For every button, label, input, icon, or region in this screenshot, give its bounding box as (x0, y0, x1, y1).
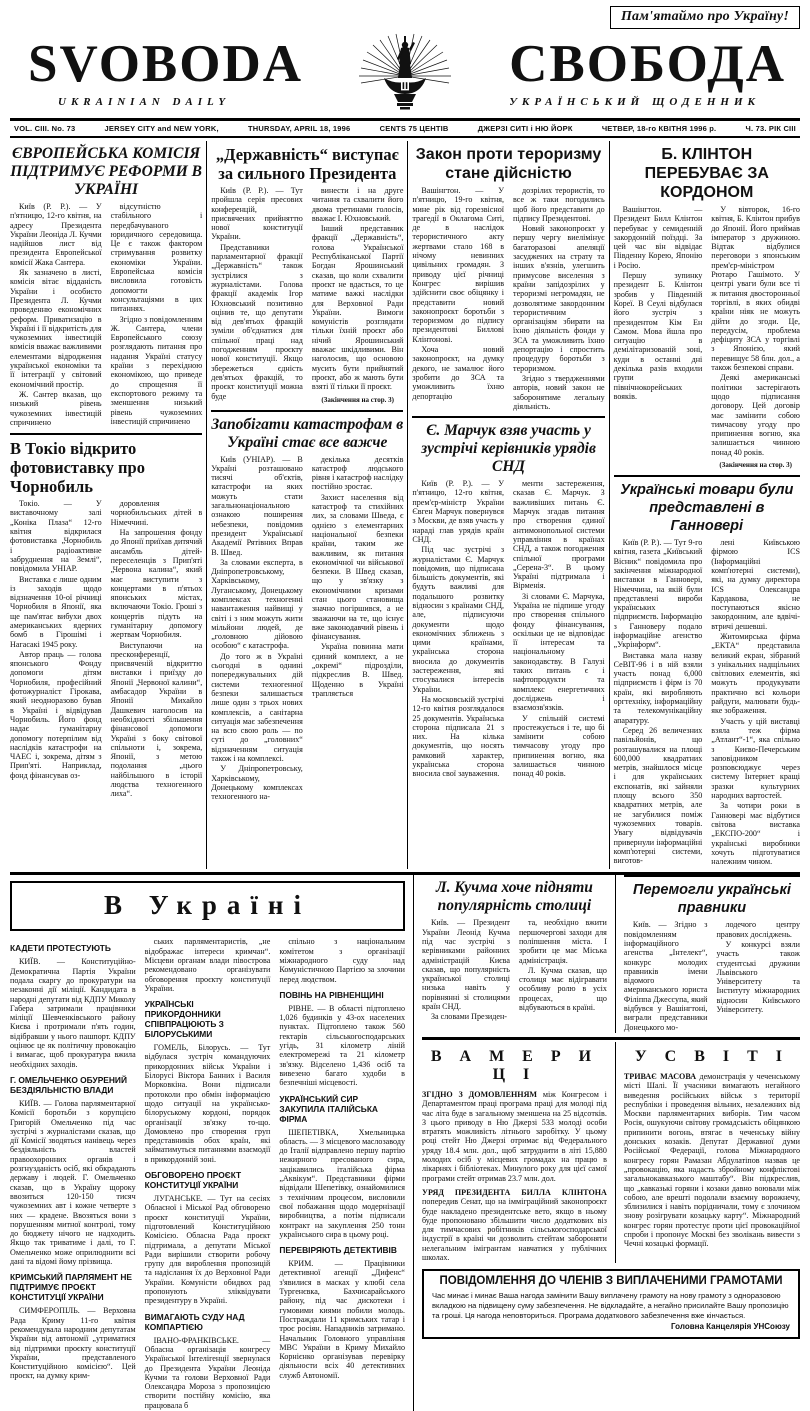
brief-lead: ТРИВАЄ МАСОВА (623, 1071, 697, 1081)
brief-body: ГОМЕЛЬ, Білорусь. — Тут відбулася зустріч командуючих прикордонних військ України і Білорусі Віктора Банних і Василя Морковкіна. Вони підписали протоколи про обмін інформацією щодо ситуації на українсько-білоруському кордоні, порядок організації зв'язку то-що. Домовлено про створення груп представників обох країн, які займатимуться питаннями взаємодії в прикордонній зоні. (144, 1043, 271, 1164)
brief-lead: УРЯД ПРЕЗИДЕНТА БИЛЛА КЛІНТОНА (422, 1187, 607, 1197)
brief-body: РІВНЕ. — В області підтоплено 1,026 будинків у 43-ох населених пунктах. Підтоплено також 560 гектарів сільськогосподарських угідь, 31 кілометр ліній електромережі та 21 кілометр зв'язку. Відселено 1,436 осіб та вивезено багато худоби в безпечніші місцевості. (279, 1003, 406, 1088)
dateline-date-en: THURSDAY, APRIL 18, 1996 (247, 124, 351, 133)
article-headline: ЄВРОПЕЙСЬКА КОМІСІЯ ПІДТРИМУЄ РЕФОРМИ В УКРАЇНІ (10, 145, 203, 198)
brief-heading: УКРАЇНСЬКІ ПРИКОРДОННИКИ СПІВПРАЦЮЮТЬ З БІЛОРУСЬКИМИ (144, 999, 224, 1040)
article-catastrophes (211, 416, 403, 805)
article-tokyo-expo (10, 439, 202, 802)
brief-heading: Г. ОМЕЛЬЧЕНКО ОБУРЕНИЙ БЕЗДІЯЛЬНІСТЮ ВЛАДИ (10, 1074, 127, 1095)
article-paragraph: За словами експерта, в Дніпропетровському, Харківському, Луганському, Донецькому комплексах техногенні навантаження найвищі у світі і з ним можуть жити мільйони людей, де „головною дійовою особою“ є катастрофа. (211, 557, 303, 651)
continued-note: (Закінчення на стор. 3) (321, 395, 394, 404)
article-clinton-abroad (614, 145, 800, 473)
masthead-title-cyrillic: СВОБОДА (509, 35, 786, 93)
brief-body: ських парляментаристів, „не відображає інтереси кримчан“. Місцеви органам влади півострова рекомендовано організувати обговорення проєкту конституції України. (144, 937, 271, 993)
article-paragraph: Україна повинна мати єдиний комплект, а не „окремі“ підрозділи, підкреслив В. Швед. Щоденно в Україні трапляється (311, 642, 404, 698)
article-paragraph: Згідно з повідомленням Ж. Сантера, члени Европейського союзу розглядають питання про надання Україні статусу країни з перехідною економікою, що приведе до спрощення її експортового режиму та зменшення низький рівень чужоземних інвестицій спричинено (110, 314, 203, 426)
brief-body: ЛУГАНСЬКЕ. — Тут на сесіях Обласної і Міської Рад обговорено проєкт конституції України, підготовлений Конституційною Комісією. Обласна Рада проєкт підтримала, а депутати Міської Ради вирішили створити робочу групу для вироблення пропозицій та надіслання їх до Верховної Ради України. Комуністи обидвох рад пропонують зліквідувати президентуру в Україні. (144, 1194, 271, 1306)
brief-heading: ОБГОВОРЕНО ПРОЄКТ КОНСТИТУЦІЇ УКРАЇНИ (144, 1170, 242, 1191)
article-paragraph: відсутністю стабільного і передбачуваного юридичного середовища. Це є також фактором стримування розвитку економіки України. Европейська комісія висловила готовість допомогти консультаціями в цих питаннях. (110, 202, 203, 314)
notice-body: Час минає і минає Ваша нагода замінити Вашу виплачену грамоту на нову грамоту з одноразовою вкладкою на підвищену суму забезпечення. Не відкладайте, а негайно присилайте Вашу пропозицію та гроші. Ця нагода неповториться. Програма додаткового забезпечення вже кінчається. (432, 1291, 789, 1320)
brief-heading: КРИМСЬКИЙ ПАРЛЯМЕНТ НЕ ПІДТРИМУЄ ПРОЄКТ КОНСТИТУЦІЇ УКРАЇНИ (10, 1272, 132, 1303)
article-paragraph: Серед 26 величезних павільйонів, що розташувалися на площі 600,000 квадратних метрів, знайшлося місце і для українських експонатів, які зайняли площу всього 350 квадратних метрів, але не загубилися поміж чужоземних товарів. Увагу відвідувачів привернули інформаційні комп'ютерні системи, виготов- (613, 725, 703, 866)
column-divider (413, 875, 414, 1411)
article-paragraph: Інший представник фракції „Державність“, голова Української Республіканської Партії Богдан Ярошинський сказав, що коли схвалити проєкт не вдасться, то це матиме важкі наслідки для Верховної Ради України. Вимоги комуністів розглядати тільки їхній проєкт або нічий Ярошинський вважає шкідливими. Він наголосив, що основою мусить бути прийнятий проєкт, або ж мають бути взяті її тільки її проєкт. (311, 224, 404, 392)
article-paragraph: та, необхідно вжити першочергові заходи для поліпшення міста. І зробити це має Міська адміністрація. (518, 918, 607, 965)
brief-body: демонстрація у чеченському місті Шалі. Її учасники вимагають негайного виведення російських військ з території республіки і проведення вільних, незалежних від Москви парляментарних виборів. Тим часом Росія, ошукуючи світову громадськість обіцянкою припинити вогонь, втягає в чеченську війну донських козаків. Депутат Державної думи Російської Федерації, голова Міжнародного конгресу горян Рамазан Абдулатіпов назвав це „провокацію, яка надасть збройному конфліктові загальнокавказького маштабу“. Він підкреслив, що „кавказькі горяни і козаки давно воювали між собою, але врешті подолали взаємну ворожнечу, зблизилися і навіть порідничали, тому є злочином знову розігрувати козацьку карту“. Міжнародний конгрес горян протестує проти цієї провокаційної спроби і пропонує Москві без зволікань вивести з Чечні козацькі формації. (623, 1071, 800, 1249)
right-lower-region (422, 875, 800, 1339)
ukraine-briefs-column-3 (279, 937, 405, 1411)
article-derzhavnist (211, 145, 403, 408)
america-brief (422, 1188, 607, 1262)
article-paragraph: Київ (Р. Р.). — Тут 9-го квітня, газета „Київський Вісник“ повідомила про закінчення міжнародної виставки в Ганновері, Німеччина, на якій були представлені вироби українських підприємств. Інформацію з Ганноверу подало інформаційне агенство „Укрінформ“. (613, 538, 703, 650)
brief-body: спільно з національним комітетом з організації міжнародного суду над Комуністичною Партією за злочини перед людством. (279, 937, 406, 984)
article-paragraph: Житомирська фірма „ЕКТА“ представила великий екран, зібраний з унікальних надщільних світлових елементів, які можуть продукувати практично всі кольори райдуги, малювати будь-яке зображення. (711, 631, 800, 716)
dateline-city-uk: ДЖЕРЗІ СИТІ і НЮ ЙОРК (477, 124, 573, 133)
article-headline: Запобігати катастрофам в Україні стає все важче (211, 415, 404, 451)
article-paragraph: Л. Кучма сказав, що столиця має відігравати особливу ролю в усіх процесах, що відбуваються в країні. (518, 965, 607, 1013)
article-lawyers (624, 875, 800, 1033)
article-headline: „Державність“ виступає за сильного Президента (215, 145, 399, 183)
column-divider (206, 141, 207, 869)
ukraine-banner (10, 881, 405, 931)
brief-heading: КАДЕТИ ПРОТЕСТУЮТЬ (10, 943, 111, 954)
article-paragraph: Участь у цій виставці взяла теж фірма „Атлант“-1“, яка спільно з Києво-Печерським заповідником розповсюджує через систему Інтернет кращі зразки культурних народних вартостей. (711, 716, 800, 801)
america-brief (422, 1090, 607, 1183)
notice-signature: Головна Канцелярія УНСоюзу (671, 1322, 790, 1332)
section-rule (10, 433, 202, 435)
brief-heading: ПЕРЕВІРЯЮТЬ ДЕТЕКТИВІВ (279, 1245, 397, 1256)
article-paragraph: Зі словами Є. Марчука, Україна не підпише угоду про створення спільного фонду фінансування, оскільки це не відповідає її інтересам та національному законодавству. В Галузі таких питань є і нафтопродукти та комплекс енергетичних досліджень і взаємозв'язків. (513, 591, 605, 713)
world-brief (624, 1072, 800, 1249)
masthead (10, 30, 800, 118)
brief-body: ШЕПЕТІВКА, Хмельницька область. — З місцевого маслозаводу до Італії відправлено першу партію нежирного пресованого сира, зацікавились італійська фірма „Аквікум“. Представники фірми відвідали Шепетівку, ознайомилися з технічним процесом, висловили свої побажання щодо модернізації виробництва, а потім підписали контракт на закуплення 250 тонн українського сира в цьому році. (279, 1127, 406, 1239)
column-a (10, 141, 202, 869)
notice-title: ПОВІДОМЛЕННЯ ДО ЧЛЕНІВ З ВИПЛАЧЕНИМИ ГРАМОТАМИ (439, 1275, 783, 1288)
article-paragraph: Київ. — Президент України Леонід Кучма під час зустрічі з керівниками районних адміністрацій Києва сказав, що популярність української столиці низька навіть у порівнянні зі столицями країн СНД. (422, 918, 510, 1012)
article-paragraph: Представники парламентарної фракції „Державність“ також зустрілися з журналістами. Голова фракції академік Ігор Юхновський позитивно оцінив те, що депутати від дев'ятьох фракцій зуміли об'єднатися для спільної праці над погодженням проєкту нової конституції. Якщо збережеться єдність дев'ятьох фракцій, то проєкт конституції можна буде (211, 242, 303, 401)
article-paragraph: Київ. — Згідно з повідомленням інформаційного агенства „Інтелект“, конкурс молодих правників імени відомого американського юриста Філіппа Джессупа, який відбувся у Вашінгтоні, виграли представники Донецького мо- (623, 920, 708, 1032)
article-headline: В Токіо відкрито фотовиставку про Чорнобиль (10, 439, 145, 497)
brief-body: попередив Сенат, що на імміграційний законопроєкт буде накладено президентське вето, якщо в ньому буде пропоновано збільшити число додаткових віз для тимчасових робітників сільськогосподарської індустрії в країні чи дозволить стейтам забороняти нелегальним імігрантам навчатися у публічних школах. (422, 1197, 607, 1263)
section-rule (614, 475, 800, 477)
article-paragraph: менти застереження, сказав Є. Марчук. З важливіших питань Є. Марчук згадав питання про створення єдиної антимонопольної системи управління в країнах СНД, а також погодження спільної програми „Серена-3“. В цьому Україні підтримала і Вірменія. (513, 479, 605, 591)
brief-heading: ВИМАГАЮТЬ СУДУ НАД КОМПАРТІЄЮ (144, 1311, 245, 1332)
article-marchuk (412, 422, 604, 782)
ukraine-briefs-column-2 (145, 937, 271, 1411)
america-section (422, 1042, 607, 1263)
article-paragraph: У спільній системі простежується і те, що бі замінити собою тимчасову угоду про припинення вогню, яка залишається чинною понад 40 років. (513, 713, 605, 779)
article-paragraph: Захист населення від катастроф та стихійних лих, за словами Шведа, є однією з елементарних національної безпеки країни, таким же важливим, як питання економічної чи військової безпеки. В Швед сказав, що у зв'язку з економічними кризами стан цього становища значно погіршився, а не зважаючи на те, що існує вже законодавчий рівень і фінансування. (311, 492, 404, 642)
article-paragraph: За словами Президен- (431, 1012, 507, 1022)
dateline-rule (10, 136, 800, 138)
article-paragraph: Виступаючи на пресконференції, присвяченій відкриттю виставки і приїзду до Японії „Червоної калини“, амбасадор України в Японії Михайло Дашкевич наголосив на необхідності збільшення фінансової допомоги Україні з боку світової спільноти і, зокрема, Японії, з метою подолання „цього найбільшого в історії людства техногенного лиха“. (110, 640, 203, 799)
article-paragraph: Згідно з твердженнями авторів, новий закон не заборонятиме легальну діяльність. (513, 373, 605, 411)
article-paragraph: Новий законопроєкт у першу чергу виелімінує багаторазові апеляції засуджених на страту та інших в'язнів, улегшить примусове виселення з країни запідозрілих у тероризмі негромадян, не дозволятиме закордонним терористичним організаціям збирати на їхню діяльність фонди у ЗСА та уможливить їхню депортацію і спростить процедуру боротьби з тероризмом. (513, 224, 605, 373)
article-paragraph: Автор праць — голова японського Фонду допомоги дітям Чорнобиля, професійний фотожурналіст Гірокава, який неодноразово бував в Україні і відвідував Чорнобиль. Його фонд надає гуманітарну допомогу потерпілим від наслідків катастрофи на ЧАЕС і, зокрема, дітям з Прип'яті. Наприклад, фонд фінансував оз- (10, 649, 102, 780)
brief-body: СИМФЕРОПІЛЬ. — Верховна Рада Криму 11-го квітня рекомендувала народним депутатам України від автономії „утриматися від підтримки проєкту конституції України, представленого Конституційною комісією“. Цей проєкт, на думку крим- (10, 1306, 136, 1381)
article-headline: Є. Марчук взяв участь у зустрічі керівників урядів СНД (421, 422, 596, 476)
brief-heading: УКРАЇНСЬКИЙ СИР ЗАКУПИЛА ІТАЛІЙСЬКА ФІРМА (279, 1093, 378, 1124)
article-paragraph: Київ (Р. Р.). — Тут пройшла серія пресових конференцій, присвячених прийняттю нової конституції України. (211, 186, 303, 242)
ukraine-briefs-column-1 (10, 937, 136, 1411)
dateline (10, 121, 800, 136)
ukraine-banner-text: В Україні (104, 890, 311, 921)
article-hannover (614, 481, 800, 869)
brief-body: між Конгресом і Департаментом праці програма праці для молоді під час літа буде в загальному зменшена на 25 відсотків. З цього приводу в Ню Джерзі 533 молоді особи втратять можливість літнього заробітку. У цьому році стейт Ню Джерзі отримає від Федерального уряду 18.4 млн. дол., щоб затруднити в літі 15,880 молодих осіб у місцевих громадах на працю в лікарнях і бібліотеках. Минулого року для цієї самої програми стейт отримав 23.7 млн. дол. (422, 1089, 607, 1183)
article-paragraph: До того ж в Україні сьогодні в однині попереджувальних дій системи техногенної безпеки залишається лише один з трьох нових комплексів, а санітарна ситуація має забезпечення на всю свою роль — по суті до „головних“ відзначенням ситуація також і на комплексі. (211, 651, 303, 764)
brief-body: КРИМ. — Працівники детективної агенції „Дифенс“ з'явилися в масках у клюбі села Тургенєвка, Бахчисарайського району, під час дискотеки і гумовими киями побили молодь. Постраждали 11 кримських татар і троє росіян. Нападників затримано. Начальник Головного управління МВС України в Криму Михайло Корнієнко організував перевірку діяльности всіх 40 детективних служб Автономії. (279, 1259, 406, 1380)
statue-emblem (350, 30, 460, 121)
section-rule (211, 410, 403, 412)
article-paragraph: На московській зустрічі 12-го квітня розглядалося 25 документів. Українська сторона підписала 21 з них. На кілька документів, що носять рамковий характер, українська сторона вносила свої зауваження. (412, 694, 505, 779)
main-article-grid (10, 141, 800, 869)
article-paragraph: декілька десятків катастроф людського рівня і катастроф наслідку постійно зростає. (311, 454, 404, 492)
masthead-subtitle-latin: UKRAINIAN DAILY (58, 96, 231, 108)
article-paragraph: доровлення чорнобильських дітей в Німеччині. (110, 499, 203, 527)
article-paragraph: дозрілих терористів, то все ж таки погодились щоб його представити до підпису Президентові. (513, 186, 605, 223)
continued-note: (Закінчення на стор. 3) (719, 461, 792, 470)
section-rule (624, 875, 800, 877)
masthead-subtitle-cyrillic: УКРАЇНСЬКИЙ ЩОДЕННИК (509, 96, 760, 108)
section-rule (412, 416, 604, 418)
world-section-title: У С В І Т І (634, 1047, 789, 1065)
column-d (614, 141, 800, 869)
article-headline: Українські товари були представлені в Ганновері (620, 482, 794, 535)
article-headline: Перемогли українські правники (633, 882, 791, 917)
article-headline: Л. Кучма хоче підняти популярність столиці (435, 879, 593, 915)
article-paragraph: Вашінгтон. — У п'ятницю, 19-го квітня, мине рік від горезвісної трагедії в Оклагома Ситі, де в наслідок терористичного акту жертвами стало 168 в нічому невинних цивільних громадян. З приводу цієї річниці Конгрес вирішив здійснити своє обіцянку і представити новий законопроєкт боротьби з тероризмом до підпису президентові Биллові Клінтонові. (412, 186, 505, 344)
article-paragraph: На запрошення фонду до Японії приїхав дитячий ансамбль дітей-переселенців з Прип'яті „Червона калина“, який має виступити з концертами в п'ятьох японських містах, включаючи Токіо. Гроші з концертів підуть на гуманітарну допомогу жертвам Чорнобиля. (110, 528, 203, 640)
dateline-volume: VOL. CIII. No. 73 (14, 124, 76, 133)
brief-body: КИЇВ. — Голова парляментарної Комісії боротьби з корупцією Григорій Омельченко під час зустрічі з журналістами сказав, що дії Комісії зводяться нанівець через бездіяльність властей правоохоронних органів і розгнузданість осіб, які обкрадають державу і людей. Г. Омельченко сказав, що в Україну щороку ввозиться 120-150 тисяч чужоземних авт і кожне четверте з них — крадене. Ввозяться вони з порушенням митної контролі, тому до бюджету нічого не надходить. Якщо так триватиме і далі, то Г. Омельченко може оприлюднити всі дані та відомі йому прізвища. (10, 1098, 136, 1267)
article-paragraph: Київ (Р. Р.). — У п'ятницю, 12-го квітня, прем'єр-міністр України Євген Марчук повернувся з Москви, де взяв участь у нараді глав урядів країн СНД. (412, 479, 505, 544)
article-paragraph: лені Київською фірмою ICS (Інформаційні комп'ютерні системи), які, на думку директора ICS Олександра Кардакова, не поступаються якісно закордонним, але вдвічі-втричі дешевші. (711, 538, 800, 631)
article-kuchma-capital (422, 875, 607, 1033)
article-paragraph: Київ (УНІАР). — В Україні розташовано тисячі об'єктів, катастрофи на яких можуть стати загальнонаціональною ознакою поширення небезпеки, повідомив президент Української Академії Рятівних Вправ В. Швед. (211, 454, 303, 557)
top-banner-row (10, 4, 800, 30)
world-section (624, 1042, 800, 1263)
article-paragraph: Першу зупинку президент Б. Клінтон зробив у Південній Кореї. В Сеулі відбулася його зустріч з президентом Кім Ен Самом. Мова йшла про ситуацію в демілітаризованій зоні, куди в останні дні декілька разів входили групи північнокорейських вояків. (613, 271, 703, 401)
article-paragraph: Хоча новий законопроєкт, на думку декого, не замалює його зробити до ЗСА та уможливить їхню депортацію (412, 345, 505, 401)
article-paragraph: Виставка мала назву СеВІТ-96 і в ній взяли участь понад 6,000 підприємств і фірм із 70 країн, які виробляють оргтехніку, інформаційну та телекомунікаційну апаратуру. (613, 650, 703, 725)
article-paragraph: У Дніпропетровську, Харківському, Донецькому комплексах техногенного на- (211, 764, 303, 802)
column-divider (615, 1042, 616, 1263)
dateline-volume-uk: Ч. 73. РІК CIII (745, 124, 796, 133)
dateline-city-en: JERSEY CITY and NEW YORK, (104, 124, 219, 133)
column-divider (609, 141, 610, 869)
brief-body: ІВАНО-ФРАНКІВСЬКЕ. — Обласна організація конгресу Української Інтелігенції звернулася до Президента України Леоніда Кучми та голови Верховної Ради Олександра Мороза з пропозицією створити постійну комісію, яка працювала б (144, 1335, 271, 1410)
column-divider (407, 141, 408, 869)
article-paragraph: Токіо. — У виставочному залі „Коніка Плаза“ 12-го квітня відкрилася фотовиставка „Чорнобиль і радіоактивне забруднення на Землі“, повідомила УНІАР. (10, 499, 102, 574)
column-c (412, 141, 604, 869)
article-paragraph: За чотири роки в Ганновері має відбутися світова виставка „ЕКСПО-200“ і українські виробники хочуть підготуватися належним чином. (711, 801, 800, 867)
america-section-title: В А М Е Р И Ц І (430, 1047, 599, 1083)
article-paragraph: Київ (Р. Р.). — У п'ятницю, 12-го квітня, на адресу Президента України Леоніда Л. Кучми надійшов лист від президента Европейської комісії Жака Сантера. (10, 202, 102, 267)
unsoyuz-notice-box (422, 1269, 800, 1339)
article-paragraph: У вівторок, 16-го квітня, Б. Клінтон прибув до Японії. Його приймав імператор з дружиною. Відтак відбулися переговори з японським прем'єр-міністром Рютаро Гашімото. У центрі уваги були все ті ж питання двосторонньої торгівлі, в яких обидві країни ніяк не можуть дійти до згоди. Це, передусім, проблема дефіциту ЗСА у торгівлі з Японією, який перевищує 58 блн. дол., а також безпекові справи. (711, 205, 800, 373)
column-divider (615, 875, 616, 1033)
ukraine-section (10, 875, 405, 1411)
article-paragraph: Виставка є лише одним із заходів щодо відзначення 10-ої річниці Чорнобиля в Японії, яка ще пам'ятає вибухи двох американських ядерних бомб в Гірошімі і Нагасакі 1945 року. (10, 574, 102, 649)
brief-body: КИЇВ. — Конституційно-Демократична Партія України подала скаргу до прокуратури на незаконні дії міліції. Кандидата в народні депутати від КДПУ Миколу Габера затримали працівники міліції Шевченківського району Києва і протримали п'ять годин, відібравши у нього пашпорт. КДПУ оцінює це як політичну провокацію і вимагає, щоб прокуратура вжила необхідних заходів. (10, 957, 136, 1069)
dateline-date-uk: ЧЕТВЕР, 18-го КВІТНЯ 1996 р. (601, 124, 717, 133)
article-headline: Закон проти тероризму стане дійсністю (415, 146, 602, 182)
article-headline: Б. КЛІНТОН ПЕРЕБУВАЄ ЗА КОРДОНОМ (644, 146, 769, 201)
briefs-sections-rule (422, 1037, 800, 1040)
article-antiterror (412, 145, 604, 414)
article-paragraph: Вашінгтон. — Президент Билл Клінтон перебуває у семиденній закордонній поїздці. За цей час він відвідає Південну Корею, Японію і Росію. (613, 205, 703, 270)
article-paragraph: лодечого центру правових досліджень. (716, 920, 801, 939)
masthead-title-latin: SVOBODA (28, 35, 304, 93)
article-paragraph: Деякі американські політики застерігають щодо підписання договору. Цей договір має замінити собою тимчасову угоду про припинення вогню, яка залишається чинною понад 40 років. (711, 373, 800, 457)
article-paragraph: У конкурсі взяли участь також студентські дружини Львівського Університету та Інституту міжнародних відносин Київського Університету. (716, 940, 801, 1015)
article-eu-commission (10, 145, 202, 430)
article-paragraph: Ж. Сантер вказав, що низький рівень чужоземних інвестицій спричинено (10, 389, 102, 427)
brief-heading: ПОВІНЬ НА РІВНЕНЩИНІ (279, 989, 384, 1000)
article-paragraph: винести і на друге читання та схвалити його двома третинами голосів, вважає І. Юхновський. (311, 186, 404, 223)
remember-ukraine-box: Пам'ятаймо про Україну! (610, 6, 800, 29)
article-paragraph: Під час зустрічі з журналістами Є. Марчук повідомив, що підписана більшість документів, які будуть важливі для подальшого розвитку відносин з країнами СНД, але, підписуючи документи щодо економічних зближень з цими країнами, українська сторона вносила до документів застереження, які стосувалися інтересів України. (412, 545, 505, 694)
column-b (211, 141, 403, 869)
article-paragraph: Як зазначено в листі, комісія вітає відданість України і особисто Президента Л. Кучми проведенню економічних реформ. Приватизацію в Україні і її відкритість для чужоземних інвестицій комісія вважає важливими елементами відродження української економіки та її інтеграції у світовий економічний простір. (10, 268, 102, 389)
dateline-price: CENTS 75 ЦЕНТІВ (379, 124, 449, 133)
brief-lead: ЗГІДНО З ДОМОВЛЕННЯМ (422, 1089, 538, 1099)
